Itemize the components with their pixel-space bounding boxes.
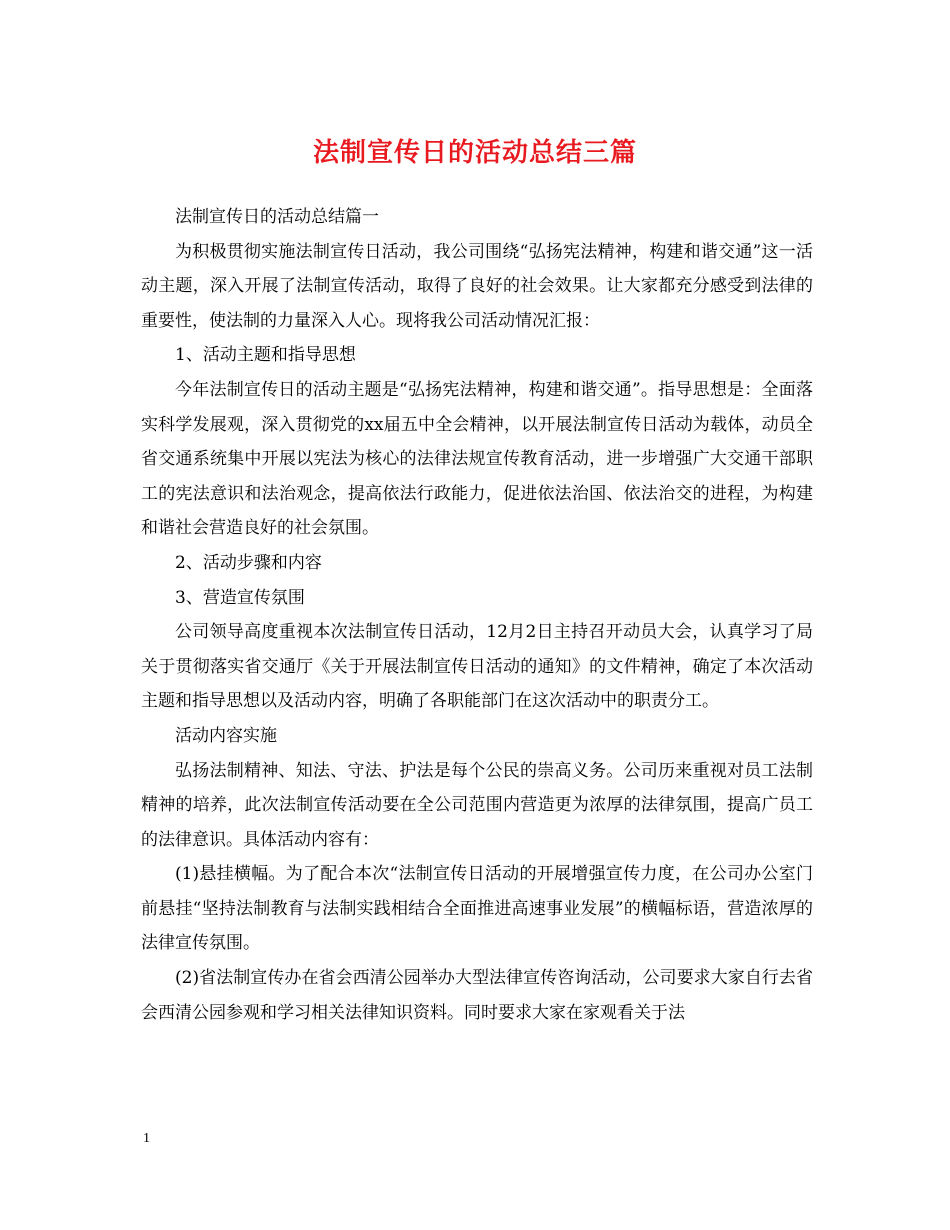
paragraph: 今年法制宣传日的活动主题是“弘扬宪法精神，构建和谐交通”。指导思想是：全面落实科学发展观，深入贯彻党的xx届五中全会精神，以开展法制宣传日活动为载体，动员全省交通系统集中开展以宪法为核心的法律法规宣传教育活动，进一步增强广大交通干部职工的宪法意识和法治观念，提高依法行政能力，促进依法治国、依法治交的进程，为构建和谐社会营造良好的社会氛围。 (141, 379, 813, 539)
subheading: 活动内容实施 (175, 725, 277, 746)
paragraph: (1)悬挂横幅。为了配合本次“法制宣传日活动的开展增强宣传力度，在公司办公室门前悬挂“坚持法制教育与法制实践相结合全面推进高速事业发展”的横幅标语，营造浓厚的法律宣传氛围。 (141, 864, 813, 954)
page-number: 1 (143, 1131, 150, 1146)
subheading: 2、活动步骤和内容 (175, 552, 322, 573)
subheading: 3、营造宣传氛围 (175, 587, 305, 608)
paragraph: 公司领导高度重视本次法制宣传日活动，12月2日主持召开动员大会，认真学习了局关于贯彻落实省交通厅《关于开展法制宣传日活动的通知》的文件精神，确定了本次活动主题和指导思想以及活动内容，明确了各职能部门在这次活动中的职责分工。 (141, 622, 813, 712)
subheading: 1、活动主题和指导思想 (175, 345, 356, 366)
document-title: 法制宣传日的活动总结三篇 (312, 138, 637, 168)
paragraph: (2)省法制宣传办在省会西清公园举办大型法律宣传咨询活动，公司要求大家自行去省会西清公园参观和学习相关法律知识资料。同时要求大家在家观看关于法 (141, 968, 813, 1023)
paragraph: 为积极贯彻实施法制宣传日活动，我公司围绕“弘扬宪法精神，构建和谐交通”这一活动主题，深入开展了法制宣传活动，取得了良好的社会效果。让大家都充分感受到法律的重要性，使法制的力量深入人心。现将我公司活动情况汇报： (141, 241, 813, 331)
paragraph: 弘扬法制精神、知法、守法、护法是每个公民的崇高义务。公司历来重视对员工法制精神的培养，此次法制宣传活动要在全公司范围内营造更为浓厚的法律氛围，提高广员工的法律意识。具体活动内容有： (141, 760, 813, 850)
section-heading: 法制宣传日的活动总结篇一 (175, 207, 379, 227)
document-body (141, 200, 813, 1030)
